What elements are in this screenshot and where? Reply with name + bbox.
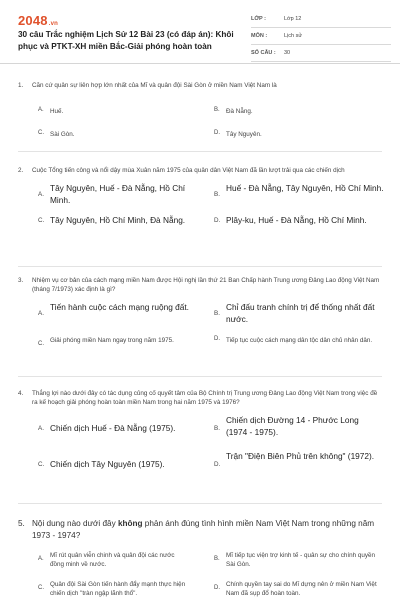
question-2-options [18,175,382,250]
question-4-options [18,407,382,487]
question-text: Căn cứ quân sự liên hợp lớn nhất của Mĩ và quân đội Sài Gòn ở miền Nam Việt Nam là [32,82,277,89]
option-letter: A. [38,425,44,432]
meta-subject-row [251,31,391,45]
option-letter: B. [214,425,220,432]
question-5-head [18,518,382,541]
option-text: Tây Nguyên, Huế - Đà Nẵng, Hồ Chí Minh. [50,183,186,205]
option-text: Trận "Điện Biên Phủ trên không" (1972). [226,451,375,461]
question-text: Thắng lợi nào dưới đây có tác dụng củng cố quyết tâm của Bộ Chính trị Trung ương Đảng Lao động Việt Nam trong việc đề ra kế hoạch giải phóng hoàn toàn miền Nam trong hai năm 1975 và 1976? [32,390,378,406]
meta-subject-label: MÔN : [251,33,268,39]
option-letter: D. [214,130,220,136]
question-number: 3. [18,277,24,284]
question-4 [18,389,382,503]
meta-class-value: Lớp 12 [284,16,302,22]
option-text: Tây Nguyên, Hồ Chí Minh, Đà Nẵng. [50,215,186,225]
option-text: Đà Nẵng. [226,108,253,115]
option-text: Mĩ tiếp tục viện trợ kinh tế - quân sự cho chính quyền Sài Gòn. [226,552,376,568]
question-divider [18,503,382,504]
question-number: 5. [18,519,25,528]
question-text: Cuộc Tổng tiến công và nổi dậy mùa Xuân năm 1975 của quân dân Việt Nam đã lần lượt trải qua các chiến dịch [32,167,345,174]
question-1-options [18,90,382,140]
option-text: Chiến dịch Tây Nguyên (1975). [50,459,165,469]
option-text: Tây Nguyên. [226,131,262,138]
option-text: Chính quyền tay sai do Mĩ dựng nên ở miền Nam Việt Nam đã sụp đổ hoàn toàn. [226,581,377,597]
option-letter: A. [38,107,44,113]
meta-count-row [251,48,391,62]
meta-class-label: LỚP : [251,16,266,22]
option-text: Plây-ku, Huế - Đà Nẵng, Hồ Chí Minh. [226,215,367,225]
question-divider [18,376,382,377]
option-letter: C. [38,217,45,224]
question-number: 2. [18,167,24,174]
option-letter: D. [214,585,220,591]
question-5-options [18,541,382,600]
option-text: Giải phóng miền Nam ngay trong năm 1975. [50,337,174,344]
option-letter: C. [38,130,44,136]
option-letter: A. [38,310,44,317]
question-3 [18,276,382,376]
option-letter: D. [214,217,221,224]
question-1 [18,81,382,151]
document-header [0,0,400,64]
question-3-head [18,276,382,294]
document-title: 30 câu Trắc nghiệm Lịch Sử 12 Bài 23 (có đáp án): Khôi phục và PTKT-XH miền Bắc-Giải phóng hoàn toàn [18,30,234,51]
option-letter: C. [38,585,44,591]
option-letter: B. [214,310,220,317]
option-letter: A. [38,191,44,198]
meta-count-value: 30 [284,50,291,56]
question-number: 1. [18,82,24,89]
option-text: Quân đội Sài Gòn tiến hành đẩy mạnh thực hiện chiến dịch "tràn ngập lãnh thổ". [50,581,186,597]
question-text-emphasis: không [117,519,143,528]
option-letter: A. [38,556,44,562]
option-text: Mĩ rút quân viễn chinh và quân đội các nước đồng minh về nước. [50,552,175,568]
option-letter: D. [214,461,221,468]
option-letter: C. [38,341,44,347]
question-text: Nhiệm vụ cơ bản của cách mạng miền Nam được Hội nghị lần thứ 21 Ban Chấp hành Trung ương Đảng Lao động Việt Nam (tháng 7/1973) xác định là gì? [32,277,380,293]
option-text: Huế - Đà Nẵng, Tây Nguyên, Hồ Chí Minh. [226,183,384,193]
question-2 [18,166,382,266]
meta-class-row [251,14,391,28]
option-letter: B. [214,191,220,198]
document-meta [251,14,391,62]
question-text-after: phản ánh đúng tình hình miền Nam Việt Nam trong những năm 1973 - 1974? [32,519,375,540]
question-5 [18,518,382,600]
option-letter: B. [214,107,220,113]
question-1-head [18,81,382,90]
option-text: Chỉ đấu tranh chính trị để thống nhất đất nước. [226,302,375,324]
question-list [0,81,400,600]
site-logo[interactable] [18,13,58,28]
question-3-options [18,294,382,374]
option-text: Chiến dịch Huế - Đà Nẵng (1975). [50,423,176,433]
option-text: Tiến hành cuộc cách mạng ruộng đất. [50,302,189,312]
logo-text: 2048 [18,13,48,28]
logo-domain: .vn [48,21,59,27]
question-2-head [18,166,382,175]
option-letter: B. [214,556,220,562]
meta-subject-value: Lịch sử [284,33,303,39]
option-text: Huế. [50,108,64,115]
question-divider [18,266,382,267]
option-text: Sài Gòn. [50,131,75,138]
meta-count-label: SỐ CÂU : [251,50,276,56]
question-number: 4. [18,390,24,397]
option-letter: D. [214,336,220,342]
question-text [32,519,374,540]
option-text: Tiếp tục cuộc cách mạng dân tộc dân chủ nhân dân. [226,337,373,344]
option-letter: C. [38,461,45,468]
question-text-before: Nội dung nào dưới đây [32,519,118,528]
question-divider [18,151,382,152]
question-4-head [18,389,382,407]
option-text: Chiến dịch Đường 14 - Phước Long (1974 - 1975). [226,415,359,437]
